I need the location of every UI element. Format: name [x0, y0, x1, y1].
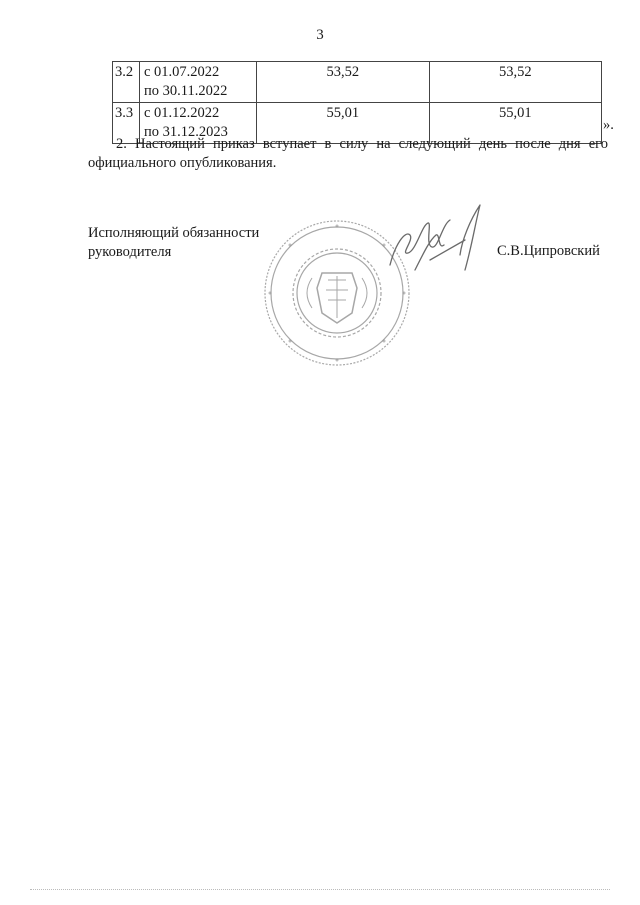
period-to: по 31.12.2023: [144, 124, 228, 140]
row-number: 3.2: [113, 62, 140, 103]
row-number: 3.3: [113, 103, 140, 144]
table-row: [113, 62, 602, 103]
period-from: с 01.07.2022: [144, 64, 220, 80]
closing-quote: ».: [603, 117, 614, 133]
period-cell: [140, 62, 257, 103]
handwritten-signature: [370, 195, 500, 285]
value-cell-1: 53,52: [257, 62, 430, 103]
signer-title: [88, 224, 259, 262]
signer-name: С.В.Ципровский: [497, 243, 600, 259]
period-to: по 30.11.2022: [144, 83, 228, 99]
signer-title-line1: Исполняющий обязанности: [88, 225, 260, 241]
effective-date-paragraph: 2. Настоящий приказ вступает в силу на следующий день после дня его официального опубликования.: [88, 136, 608, 171]
value-cell-2: 53,52: [429, 62, 602, 103]
footer-divider: [30, 889, 610, 890]
period-from: с 01.12.2022: [144, 105, 220, 121]
page-number: 3: [316, 27, 324, 43]
value-cell-2: 55,01: [429, 103, 602, 144]
signer-title-line2: руководителя: [88, 244, 172, 260]
tariff-table: [112, 61, 602, 144]
value-cell-1: 55,01: [257, 103, 430, 144]
